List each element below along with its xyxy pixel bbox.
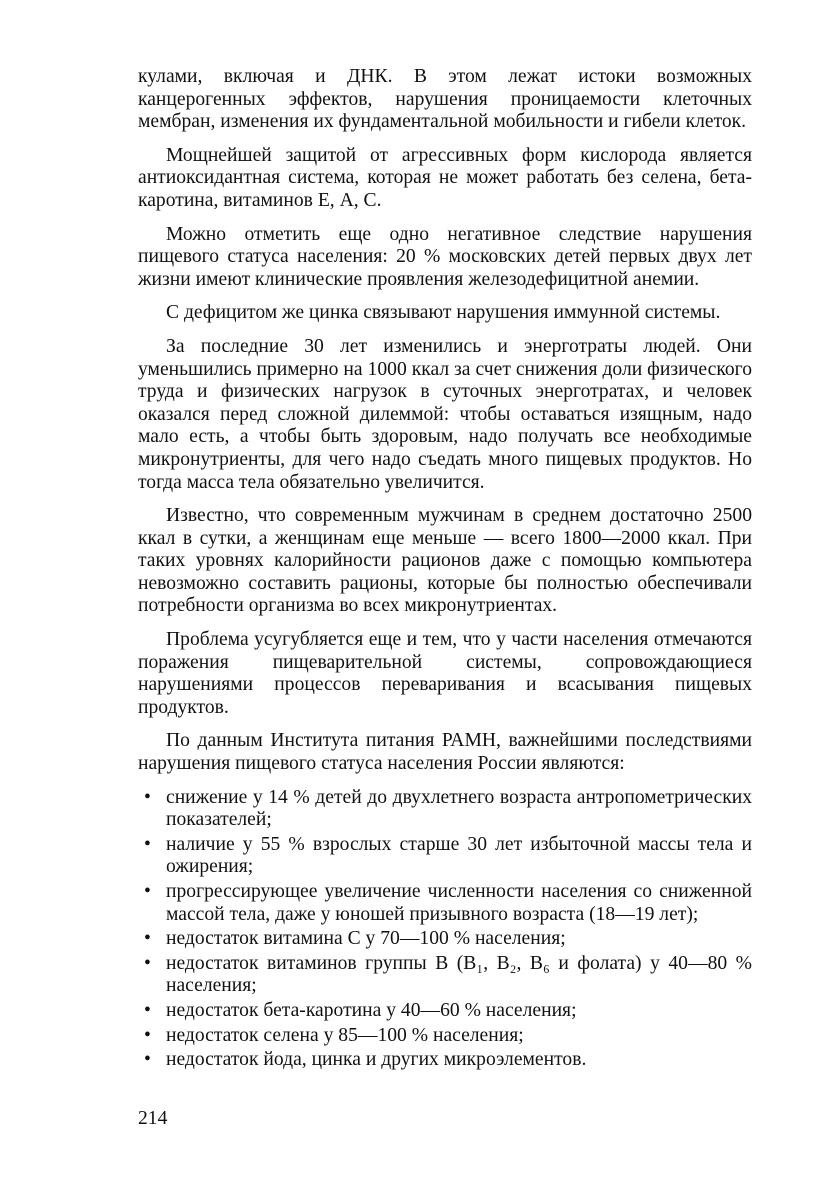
bullet-icon: • [144, 833, 151, 855]
paragraph: С дефицитом же цинка связывают нарушения иммунной системы. [166, 302, 721, 324]
list-item-text: недостаток бета-каротина у 40—60 % населения; [166, 999, 577, 1021]
page-number: 214 [138, 1108, 168, 1129]
list-item-text: недостаток витамина С у 70—100 % населения; [166, 928, 566, 950]
list-item [138, 881, 752, 926]
list-item-text: наличие у 55 % взрослых старше 30 лет избыточной массы тела и ожирения; [166, 833, 752, 878]
bullet-icon: • [144, 952, 151, 974]
page-body [138, 66, 752, 1074]
bullet-icon: • [144, 999, 151, 1021]
list-item [138, 1049, 752, 1072]
list-item [138, 1000, 752, 1023]
paragraph: кулами, включая и ДНК. В этом лежат истоки возможных канцерогенных эффектов, нарушения проницаемости клеточных мембран, изменения их фундаментальной мобильности и гибели клеток. [138, 66, 752, 133]
paragraph: Известно, что современным мужчинам в среднем достаточно 2500 ккал в сутки, а женщинам еще меньше — всего 1800—2000 ккал. При таких уровнях калорийности рационов даже с помощью компьютера невозможно составить рационы, которые бы полностью обеспечивали потребности организма во всех микронутриентах. [138, 505, 752, 617]
bullet-icon: • [144, 928, 151, 950]
list-item-text: недостаток селена у 85—100 % населения; [166, 1024, 524, 1046]
bullet-list [138, 787, 752, 1072]
paragraph: Можно отметить еще одно негативное следствие нарушения пищевого статуса населения: 20 % московских детей первых двух лет жизни имеют клинические проявления железодефицитной анемии. [138, 223, 752, 290]
paragraph: Проблема усугубляется еще и тем, что у части населения отмечаются поражения пищеварительной системы, сопровождающиеся нарушениями процессов переваривания и всасывания пищевых продуктов. [138, 629, 752, 718]
paragraph: По данным Института питания РАМН, важнейшими последствиями нарушения пищевого статуса населения России являются: [138, 730, 752, 775]
bullet-icon: • [144, 1024, 151, 1046]
list-item [138, 787, 752, 832]
list-item-text: прогрессирующее увеличение численности населения со сниженной массой тела, даже у юношей призывного возраста (18—19 лет); [166, 881, 752, 925]
list-item [138, 953, 752, 998]
list-item [138, 834, 752, 879]
list-item-text: снижение у 14 % детей до двухлетнего возраста антропометрических показателей; [166, 786, 752, 831]
list-item [138, 928, 752, 951]
bullet-icon: • [144, 786, 151, 808]
list-item-text: недостаток йода, цинка и других микроэлементов. [166, 1049, 587, 1071]
list-item [138, 1025, 752, 1048]
bullet-icon: • [144, 881, 151, 902]
paragraph: Мощнейшей защитой от агрессивных форм кислорода является антиоксидантная система, которая не может работать без селена, бета-каротина, витаминов Е, А, С. [138, 144, 752, 211]
list-item-text: недостаток витаминов группы В (В₁, В₂, В₆ и фолата) у 40—80 % населения; [166, 952, 752, 997]
paragraph: За последние 30 лет изменились и энерготраты людей. Они уменьшились примерно на 1000 ккал за счет снижения доли физического труда и физических нагрузок в суточных энерготратах, и человек оказался перед сложной дилеммой: чтобы оставаться изящным, надо мало есть, а чтобы быть здоровым, надо получать все необходимые микронутриенты, для чего надо съедать много пищевых продуктов. Но тогда масса тела обязательно увеличится. [138, 335, 752, 493]
bullet-icon: • [144, 1049, 151, 1071]
